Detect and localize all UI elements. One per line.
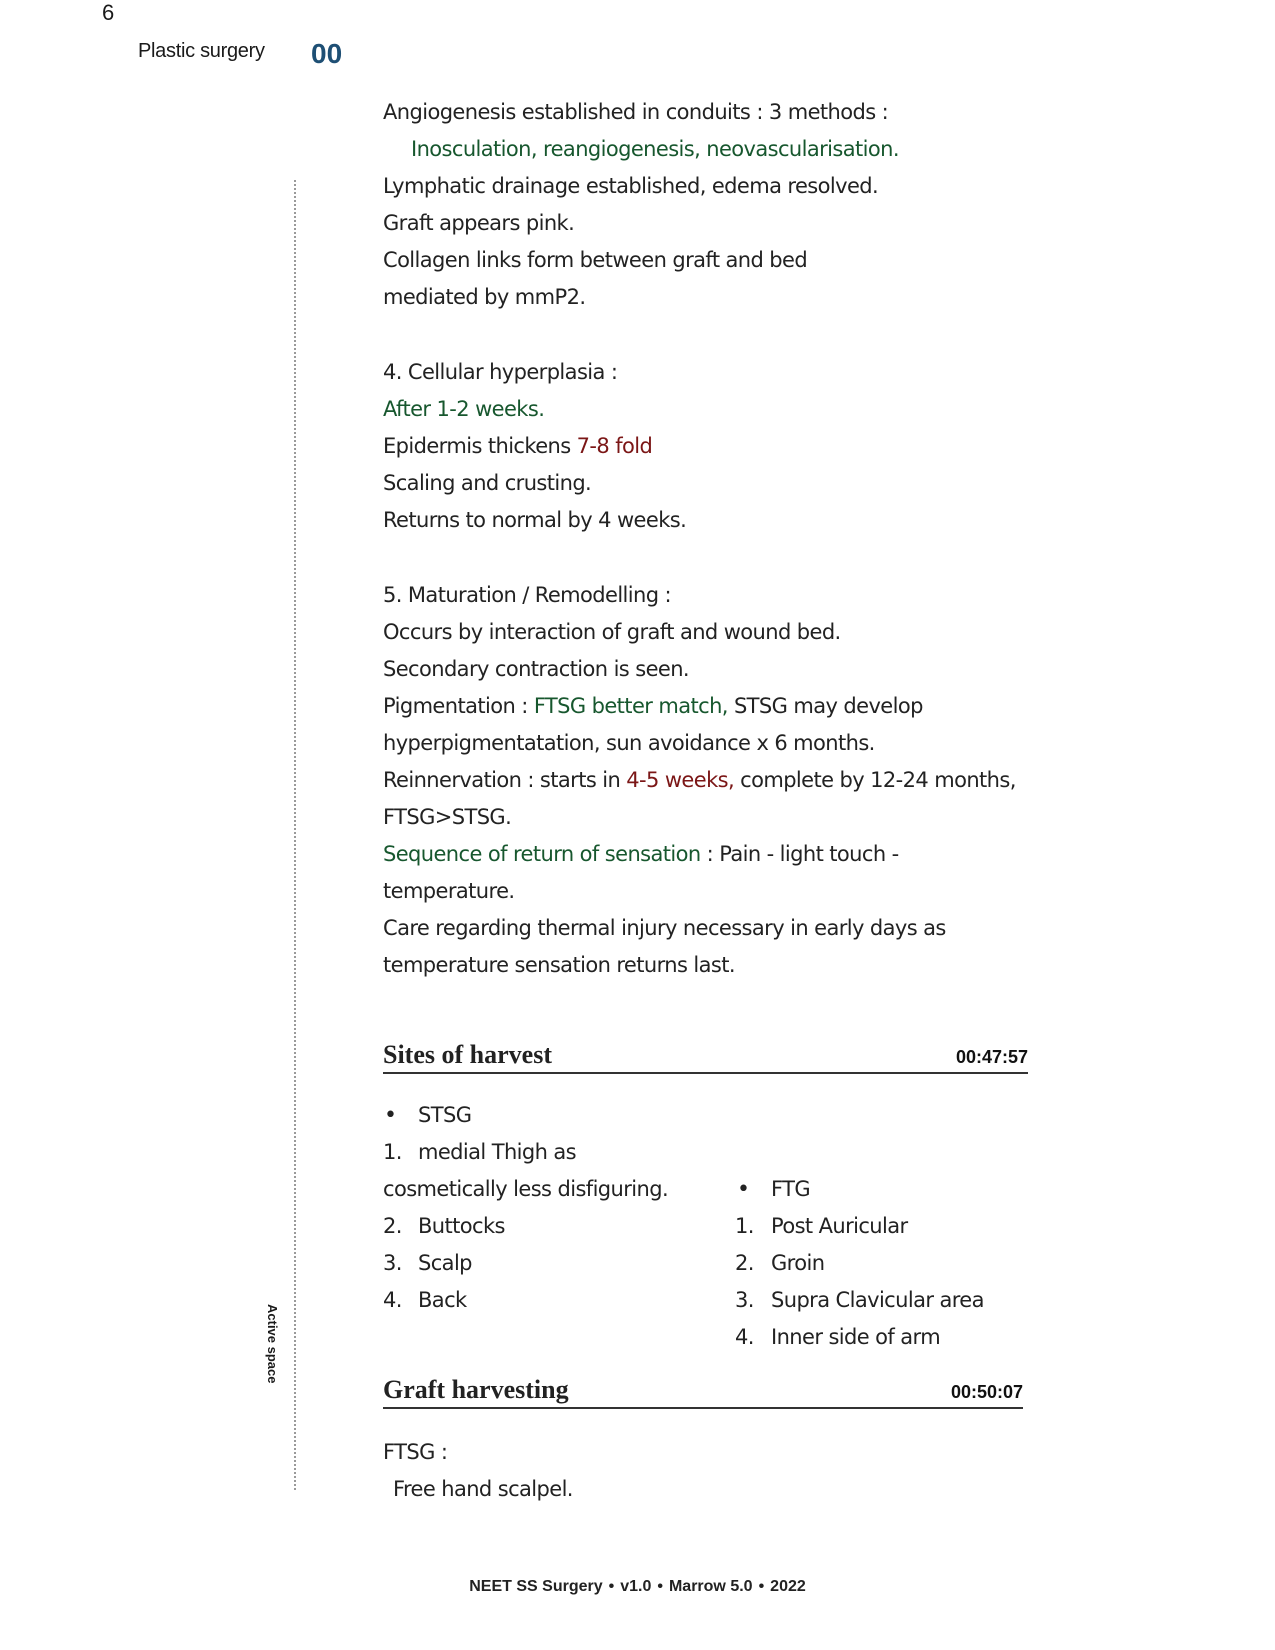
note-line (383, 694, 923, 718)
video-timestamp[interactable]: 00:50:07 (950, 1382, 1023, 1402)
video-timestamp[interactable]: 00:47:57 (955, 1047, 1028, 1067)
note-line (383, 768, 1016, 792)
chapter-number: 00 (311, 38, 343, 69)
note-line: Free hand scalpel. (393, 1477, 573, 1501)
footer-separator: • (657, 1578, 663, 1595)
note-line: FTSG>STSG. (383, 805, 512, 829)
note-line: Care regarding thermal injury necessary in early days as (383, 916, 946, 940)
note-line: mediated by mmP2. (383, 285, 586, 309)
list-item: cosmetically less disfiguring. (383, 1177, 669, 1201)
list-number: 3. (383, 1251, 402, 1275)
footer-separator: • (758, 1578, 765, 1595)
note-highlight: Sequence of return of sensation (383, 842, 701, 866)
list-number: 4. (383, 1288, 402, 1312)
section-graft-harvesting (383, 1355, 1023, 1409)
note-line: Lymphatic drainage established, edema resolved. (383, 174, 879, 198)
subject-title: Plastic surgery (138, 40, 265, 62)
footer-year: 2022 (770, 1578, 806, 1595)
note-line: temperature. (383, 879, 515, 903)
list-number: 2. (383, 1214, 402, 1238)
ftsg-heading: FTSG : (383, 1440, 448, 1464)
list-item: Groin (771, 1251, 825, 1275)
page-number: 6 (102, 0, 115, 25)
note-line: Scaling and crusting. (383, 471, 592, 495)
stsg-heading: • STSG (418, 1103, 471, 1127)
list-item: Scalp (418, 1251, 472, 1275)
list-item: Buttocks (418, 1214, 505, 1238)
note-line: Collagen links form between graft and bed (383, 248, 808, 272)
footer-book: NEET SS Surgery (469, 1578, 603, 1595)
list-number: 2. (735, 1251, 754, 1275)
list-item: Supra Clavicular area (771, 1288, 984, 1312)
list-number: 3. (735, 1288, 754, 1312)
note-line: Occurs by interaction of graft and wound bed. (383, 620, 841, 644)
note-line: Returns to normal by 4 weeks. (383, 508, 687, 532)
note-text: STSG may develop (727, 694, 923, 718)
note-text: complete by 12-24 months, (734, 768, 1016, 792)
note-line: Secondary contraction is seen. (383, 657, 689, 681)
note-highlight: FTSG better match, (533, 694, 728, 718)
margin-divider (294, 180, 296, 1490)
note-highlight: 4-5 weeks, (626, 768, 735, 792)
note-text: Pigmentation : (383, 694, 534, 718)
footer-edition: Marrow 5.0 (668, 1578, 753, 1595)
note-line: Graft appears pink. (383, 211, 575, 235)
section-title: Graft harvesting (383, 1375, 569, 1404)
footer-version: v1.0 (620, 1578, 652, 1595)
list-item: medial Thigh as (418, 1140, 577, 1164)
section-sites-of-harvest (383, 1020, 1028, 1074)
ftg-heading: • FTG (771, 1177, 810, 1201)
list-item: Back (418, 1288, 467, 1312)
note-highlight: 7-8 fold (576, 434, 653, 458)
list-item: Inner side of arm (771, 1325, 941, 1349)
footer-separator: • (608, 1578, 615, 1595)
page-footer (0, 1578, 1275, 1596)
note-heading: 5. Maturation / Remodelling : (383, 583, 672, 607)
note-line: Angiogenesis established in conduits : 3 methods : (383, 100, 889, 124)
note-line (383, 434, 652, 458)
section-title: Sites of harvest (383, 1040, 552, 1069)
active-space-label: Active space (265, 1300, 280, 1388)
note-heading: 4. Cellular hyperplasia : (383, 360, 618, 384)
list-number: 1. (383, 1140, 402, 1164)
note-line: Inosculation, reangiogenesis, neovascularisation. (411, 137, 899, 161)
note-line: temperature sensation returns last. (383, 953, 735, 977)
note-line: hyperpigmentatation, sun avoidance x 6 months. (383, 731, 875, 755)
note-text: : Pain - light touch - (700, 842, 899, 866)
note-text: Reinnervation : starts in (383, 768, 627, 792)
note-line: After 1-2 weeks. (383, 397, 545, 421)
list-number: 4. (735, 1325, 754, 1349)
note-text: Epidermis thickens (383, 434, 577, 458)
list-item: Post Auricular (771, 1214, 908, 1238)
list-number: 1. (735, 1214, 754, 1238)
note-line (383, 842, 899, 866)
